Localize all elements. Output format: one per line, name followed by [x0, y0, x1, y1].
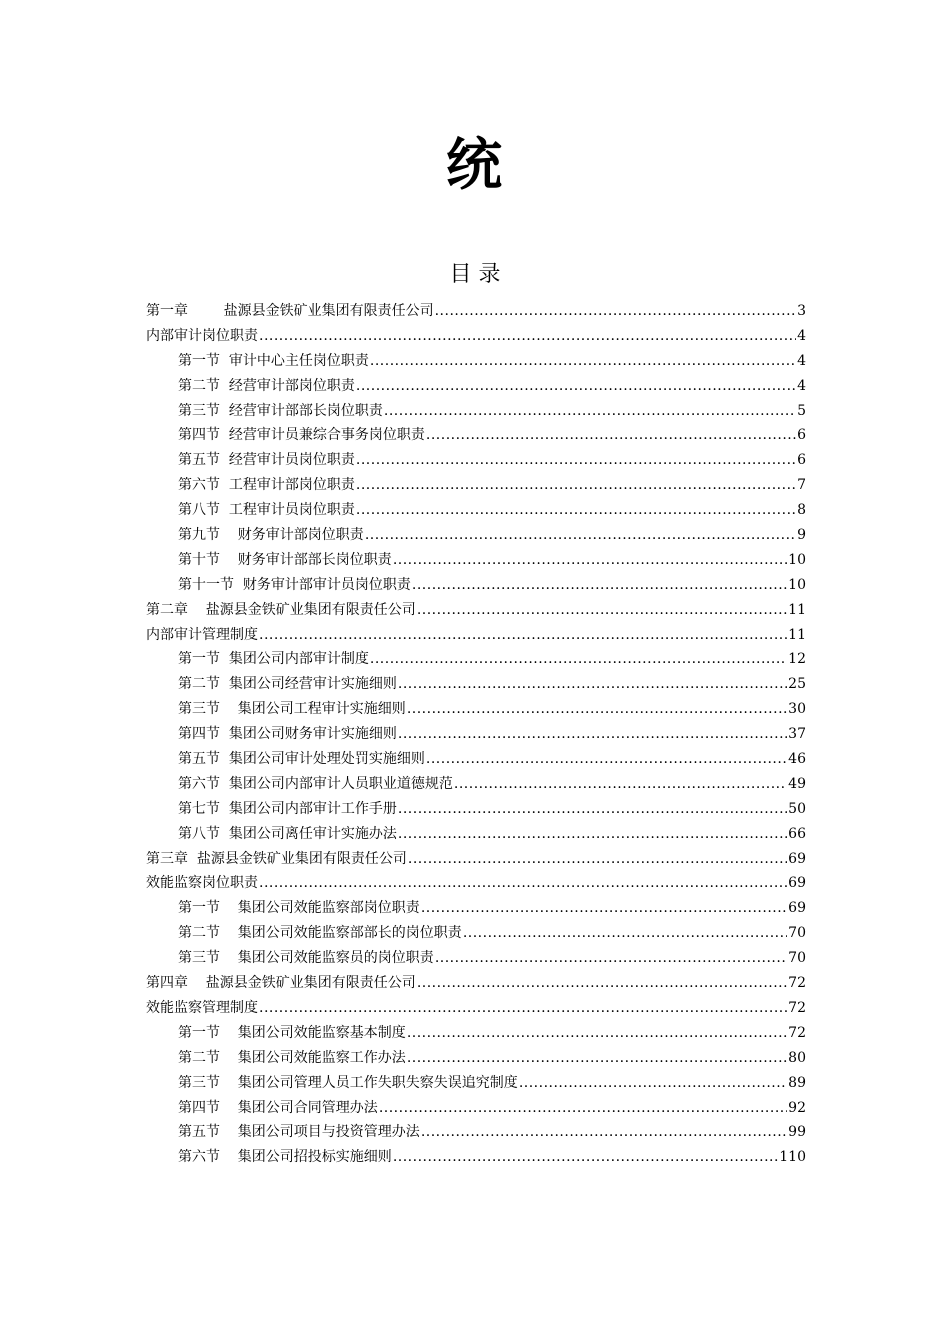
toc-section-entry[interactable]	[146, 946, 806, 971]
toc-section-entry[interactable]	[146, 523, 806, 548]
toc-entry-label: 第四节 集团公司财务审计实施细则	[178, 726, 397, 743]
toc-section-entry[interactable]	[146, 1071, 806, 1096]
toc-dot-leader	[421, 1120, 787, 1145]
toc-dot-leader	[356, 448, 796, 473]
toc-entry-label: 第一节 集团公司效能监察部岗位职责	[178, 900, 420, 917]
toc-page-number: 99	[788, 1124, 806, 1141]
toc-page-number: 8	[797, 502, 806, 519]
toc-dot-leader	[407, 1021, 787, 1046]
toc-entry-label: 第七节 集团公司内部审计工作手册	[178, 800, 397, 817]
toc-section-entry[interactable]	[146, 423, 806, 448]
toc-section-entry[interactable]	[146, 921, 806, 946]
toc-dot-leader	[393, 548, 787, 573]
toc-entry-label: 第五节 经营审计员岗位职责	[178, 452, 355, 469]
toc-dot-leader	[259, 996, 787, 1021]
toc-entry-label: 第五节 集团公司项目与投资管理办法	[178, 1124, 420, 1141]
toc-dot-leader	[370, 349, 796, 374]
toc-page-number: 10	[788, 551, 806, 568]
toc-chapter-entry[interactable]	[146, 871, 806, 896]
toc-page-number: 37	[788, 726, 806, 743]
toc-entry-label: 第二节 集团公司效能监察工作办法	[178, 1049, 406, 1066]
toc-entry-label: 效能监察岗位职责	[146, 875, 258, 892]
toc-page-number: 69	[788, 875, 806, 892]
toc-dot-leader	[435, 299, 796, 324]
toc-dot-leader	[463, 921, 787, 946]
toc-entry-label: 第三节 经营审计部部长岗位职责	[178, 402, 383, 419]
toc-entry-label: 第六节 集团公司内部审计人员职业道德规范	[178, 775, 453, 792]
table-of-contents	[146, 299, 806, 1170]
toc-chapter-entry[interactable]	[146, 996, 806, 1021]
toc-dot-leader	[407, 697, 787, 722]
toc-dot-leader	[356, 473, 796, 498]
toc-dot-leader	[356, 374, 796, 399]
toc-page-number: 3	[797, 303, 806, 319]
toc-page-number: 9	[797, 527, 806, 544]
toc-section-entry[interactable]	[146, 399, 806, 424]
toc-chapter-entry[interactable]	[146, 847, 806, 872]
toc-chapter-entry[interactable]	[146, 971, 806, 996]
toc-section-entry[interactable]	[146, 573, 806, 598]
document-title-glyph: 统	[446, 133, 504, 198]
toc-dot-leader	[398, 797, 787, 822]
toc-dot-leader	[519, 1071, 787, 1096]
toc-dot-leader	[417, 598, 787, 623]
toc-section-entry[interactable]	[146, 896, 806, 921]
toc-entry-label: 第三章 盐源县金铁矿业集团有限责任公司	[146, 850, 407, 867]
toc-section-entry[interactable]	[146, 647, 806, 672]
toc-entry-label: 第三节 集团公司管理人员工作失职失察失误追究制度	[178, 1074, 518, 1091]
toc-entry-label: 第一节 集团公司效能监察基本制度	[178, 1024, 406, 1041]
toc-section-entry[interactable]	[146, 498, 806, 523]
toc-dot-leader	[393, 1145, 778, 1170]
toc-page-number: 4	[797, 352, 806, 369]
toc-dot-leader	[426, 747, 787, 772]
toc-section-entry[interactable]	[146, 1120, 806, 1145]
toc-entry-label: 第四章 盐源县金铁矿业集团有限责任公司	[146, 975, 416, 992]
toc-page-number: 4	[797, 327, 806, 344]
toc-section-entry[interactable]	[146, 1021, 806, 1046]
toc-page-number: 11	[788, 626, 806, 643]
toc-page-number: 72	[788, 975, 806, 992]
toc-section-entry[interactable]	[146, 722, 806, 747]
toc-page-number: 10	[788, 576, 806, 593]
toc-dot-leader	[398, 822, 787, 847]
toc-dot-leader	[398, 722, 787, 747]
toc-section-entry[interactable]	[146, 349, 806, 374]
toc-dot-leader	[412, 573, 787, 598]
toc-entry-label: 第一节 集团公司内部审计制度	[178, 651, 369, 668]
toc-entry-label: 第三节 集团公司工程审计实施细则	[178, 701, 406, 718]
toc-page-number: 6	[797, 452, 806, 469]
toc-page-number: 72	[788, 1024, 806, 1041]
toc-dot-leader	[259, 871, 787, 896]
toc-page-number: 70	[788, 950, 806, 967]
toc-page-number: 30	[788, 701, 806, 718]
toc-section-entry[interactable]	[146, 448, 806, 473]
toc-page-number: 50	[788, 800, 806, 817]
toc-entry-label: 第六节 集团公司招投标实施细则	[178, 1149, 392, 1166]
toc-page-number: 70	[788, 925, 806, 942]
toc-page-number: 4	[797, 377, 806, 394]
toc-page-number: 92	[788, 1099, 806, 1116]
toc-dot-leader	[259, 623, 787, 648]
toc-entry-label: 内部审计岗位职责	[146, 327, 258, 344]
toc-dot-leader	[365, 523, 796, 548]
toc-page-number: 11	[788, 601, 806, 618]
toc-dot-leader	[370, 647, 787, 672]
toc-page-number: 6	[797, 427, 806, 444]
toc-section-entry[interactable]	[146, 772, 806, 797]
toc-dot-leader	[435, 946, 787, 971]
toc-page-number: 110	[779, 1149, 806, 1166]
toc-dot-leader	[379, 1096, 787, 1121]
toc-entry-label: 第二节 集团公司效能监察部部长的岗位职责	[178, 925, 462, 942]
toc-section-entry[interactable]	[146, 473, 806, 498]
toc-dot-leader	[426, 423, 796, 448]
toc-entry-label: 内部审计管理制度	[146, 626, 258, 643]
toc-page-number: 5	[797, 402, 806, 419]
toc-page-number: 46	[788, 751, 806, 768]
toc-entry-label: 第四节 集团公司合同管理办法	[178, 1099, 378, 1116]
toc-dot-leader	[259, 324, 796, 349]
toc-section-entry[interactable]	[146, 672, 806, 697]
toc-entry-label: 第五节 集团公司审计处理处罚实施细则	[178, 751, 425, 768]
toc-chapter-entry[interactable]	[146, 623, 806, 648]
toc-dot-leader	[417, 971, 787, 996]
toc-chapter-entry[interactable]	[146, 324, 806, 349]
toc-page-number: 69	[788, 850, 806, 867]
toc-entry-label: 第八节 集团公司离任审计实施办法	[178, 825, 397, 842]
toc-dot-leader	[408, 847, 787, 872]
toc-page-number: 80	[788, 1049, 806, 1066]
toc-section-entry[interactable]	[146, 374, 806, 399]
toc-entry-label: 第二节 经营审计部岗位职责	[178, 377, 355, 394]
toc-section-entry[interactable]	[146, 747, 806, 772]
toc-entry-label: 第四节 经营审计员兼综合事务岗位职责	[178, 427, 425, 444]
toc-section-entry[interactable]	[146, 1046, 806, 1071]
toc-page-number: 12	[788, 651, 806, 668]
toc-entry-label: 第一节 审计中心主任岗位职责	[178, 352, 369, 369]
toc-entry-label: 第九节 财务审计部岗位职责	[178, 527, 364, 544]
toc-dot-leader	[356, 498, 796, 523]
toc-entry-label: 效能监察管理制度	[146, 999, 258, 1016]
toc-entry-label: 第三节 集团公司效能监察员的岗位职责	[178, 950, 434, 967]
toc-dot-leader	[407, 1046, 787, 1071]
toc-entry-label: 第二节 集团公司经营审计实施细则	[178, 676, 397, 693]
toc-entry-label: 第一章 盐源县金铁矿业集团有限责任公司	[146, 303, 434, 319]
toc-section-entry[interactable]	[146, 797, 806, 822]
toc-page-number: 89	[788, 1074, 806, 1091]
toc-section-entry[interactable]	[146, 1096, 806, 1121]
toc-page-number: 69	[788, 900, 806, 917]
toc-section-entry[interactable]	[146, 697, 806, 722]
toc-heading: 目 录	[449, 262, 501, 287]
toc-page-number: 7	[797, 477, 806, 494]
toc-entry-label: 第八节 工程审计员岗位职责	[178, 502, 355, 519]
toc-entry-label: 第六节 工程审计部岗位职责	[178, 477, 355, 494]
toc-page-number: 49	[788, 775, 806, 792]
toc-chapter-entry[interactable]	[146, 598, 806, 623]
toc-page-number: 25	[788, 676, 806, 693]
toc-page-number: 72	[788, 999, 806, 1016]
toc-chapter-entry[interactable]	[146, 299, 806, 324]
toc-dot-leader	[384, 399, 796, 424]
toc-dot-leader	[398, 672, 787, 697]
toc-entry-label: 第二章 盐源县金铁矿业集团有限责任公司	[146, 601, 416, 618]
toc-page-number: 66	[788, 825, 806, 842]
toc-section-entry[interactable]	[146, 1145, 806, 1170]
toc-section-entry[interactable]	[146, 822, 806, 847]
toc-entry-label: 第十节 财务审计部部长岗位职责	[178, 551, 392, 568]
toc-dot-leader	[454, 772, 787, 797]
toc-dot-leader	[421, 896, 787, 921]
toc-section-entry[interactable]	[146, 548, 806, 573]
toc-entry-label: 第十一节 财务审计部审计员岗位职责	[178, 576, 411, 593]
